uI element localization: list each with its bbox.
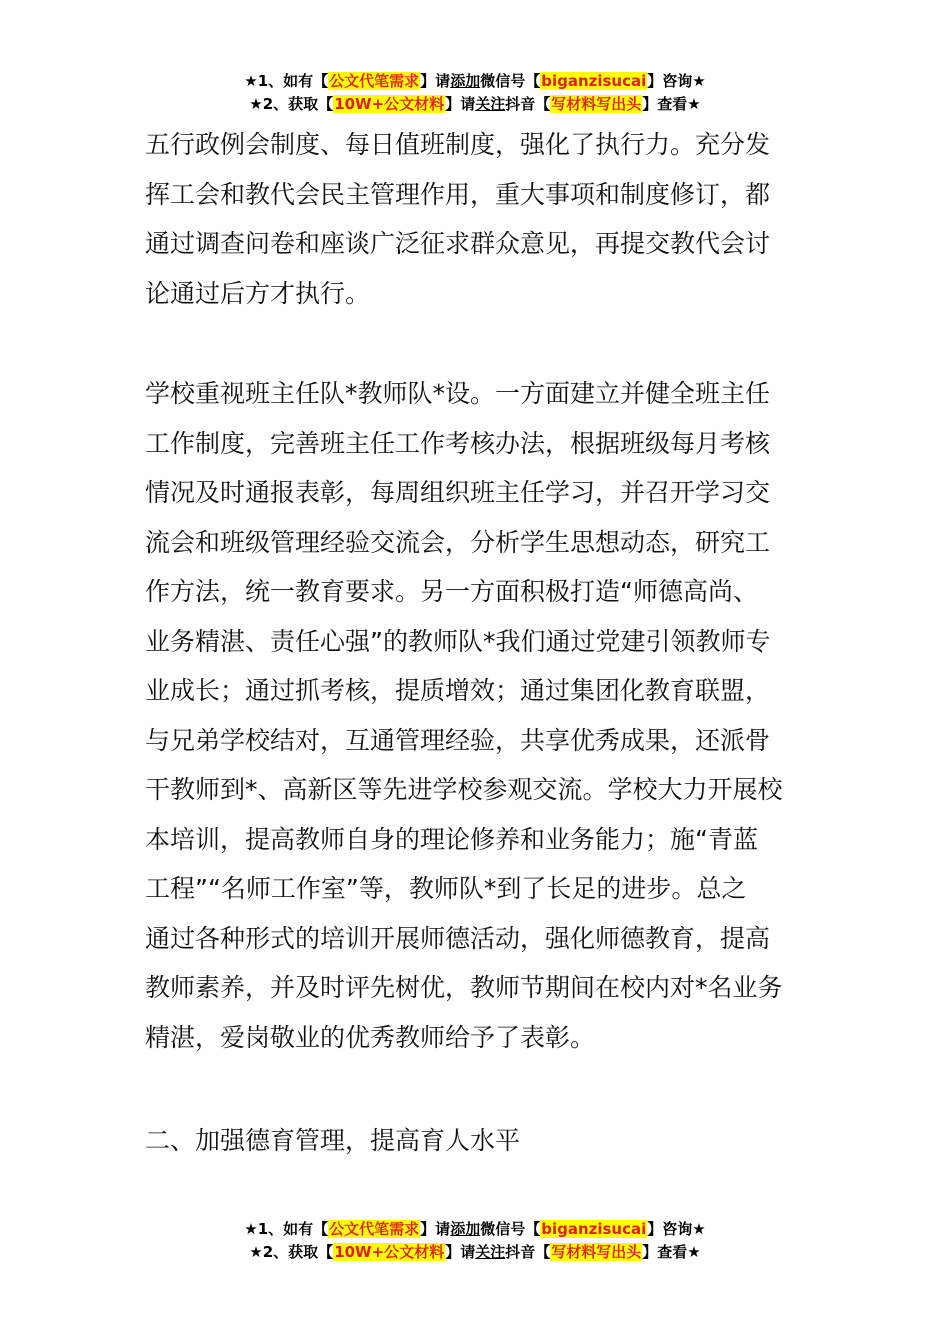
highlight-text: 10W+公文材料	[334, 1243, 445, 1261]
paragraph-1	[145, 120, 815, 318]
banner-text: 微信号【	[480, 1220, 541, 1238]
banner-text: 抖音【	[505, 1243, 551, 1261]
highlight-text: 写材料写出头	[551, 95, 642, 113]
text-line: 情况及时通报表彰，每周组织班主任学习，并召开学习交	[145, 478, 771, 507]
banner-line-2	[0, 1241, 950, 1264]
text-line: 挥工会和教代会民主管理作用，重大事项和制度修订，都	[145, 179, 771, 209]
text-line: 干教师到*、高新区等先进学校参观交流。学校大力开展校	[145, 775, 783, 804]
underlined-text: 关注	[475, 1243, 506, 1261]
footer-banner	[0, 1218, 950, 1264]
text-line: 教师素养，并及时评先树优，教师节期间在校内对*名业务	[145, 973, 783, 1002]
text-line: 通过调查问卷和座谈广泛征求群众意见，再提交教代会讨	[145, 229, 771, 258]
text-line: 工作制度，完善班主任工作考核办法，根据班级每月考核	[145, 428, 771, 458]
highlight-text: 公文代笔需求	[329, 1220, 420, 1238]
text-line: 论通过后方才执行。	[145, 278, 371, 308]
text-line: 作方法，统一教育要求。另一方面积极打造“师德高尚、	[145, 577, 758, 606]
banner-text: ★1、如有【	[244, 1220, 329, 1238]
highlight-text: 10W+公文材料	[334, 95, 445, 113]
highlight-text: 写材料写出头	[551, 1243, 642, 1261]
banner-text: 】查看★	[642, 95, 701, 113]
header-banner	[0, 70, 950, 116]
banner-text: 】咨询★	[647, 72, 706, 90]
highlight-text: biganzisucai	[541, 1220, 647, 1238]
banner-line-1	[0, 1218, 950, 1241]
banner-line-2	[0, 93, 950, 116]
underlined-text: 关注	[475, 95, 506, 113]
banner-text: 】咨询★	[647, 1220, 706, 1238]
paragraph-2	[145, 369, 815, 1062]
text-line: 流会和班级管理经验交流会，分析学生思想动态，研究工	[145, 527, 771, 557]
banner-text: 微信号【	[480, 72, 541, 90]
text-line: 五行政例会制度、每日值班制度，强化了执行力。充分发	[145, 130, 771, 159]
banner-text: 】查看★	[642, 1243, 701, 1261]
banner-text: ★1、如有【	[244, 72, 329, 90]
underlined-text: 添加	[450, 72, 481, 90]
text-line: 通过各种形式的培训开展师德活动，强化师德教育，提高	[145, 923, 771, 953]
highlight-text: biganzisucai	[541, 72, 647, 90]
text-line: 本培训，提高教师自身的理论修养和业务能力；施“青蓝	[145, 824, 758, 854]
text-line: 精湛，爱岗敬业的优秀教师给予了表彰。	[145, 1022, 596, 1052]
heading-text: 二、加强德育管理，提高育人水平	[145, 1126, 521, 1155]
text-line: 学校重视班主任队*教师队*设。一方面建立并健全班主任	[145, 379, 771, 408]
banner-text: ★2、获取【	[249, 95, 334, 113]
banner-text: 】请	[420, 1220, 451, 1238]
banner-text: 抖音【	[505, 95, 551, 113]
section-heading	[145, 1116, 815, 1166]
banner-text: ★2、获取【	[249, 1243, 334, 1261]
text-line: 与兄弟学校结对，互通管理经验，共享优秀成果，还派骨	[145, 725, 771, 755]
banner-line-1	[0, 70, 950, 93]
highlight-text: 公文代笔需求	[329, 72, 420, 90]
underlined-text: 添加	[450, 1220, 481, 1238]
banner-text: 】请	[445, 1243, 476, 1261]
banner-text: 】请	[445, 95, 476, 113]
text-line: 工程”“名师工作室”等，教师队*到了长足的进步。总之	[145, 874, 747, 903]
text-line: 业成长；通过抓考核，提质增效；通过集团化教育联盟，	[145, 676, 771, 705]
banner-text: 】请	[420, 72, 451, 90]
text-line: 业务精湛、责任心强”的教师队*我们通过党建引领教师专	[145, 626, 771, 656]
